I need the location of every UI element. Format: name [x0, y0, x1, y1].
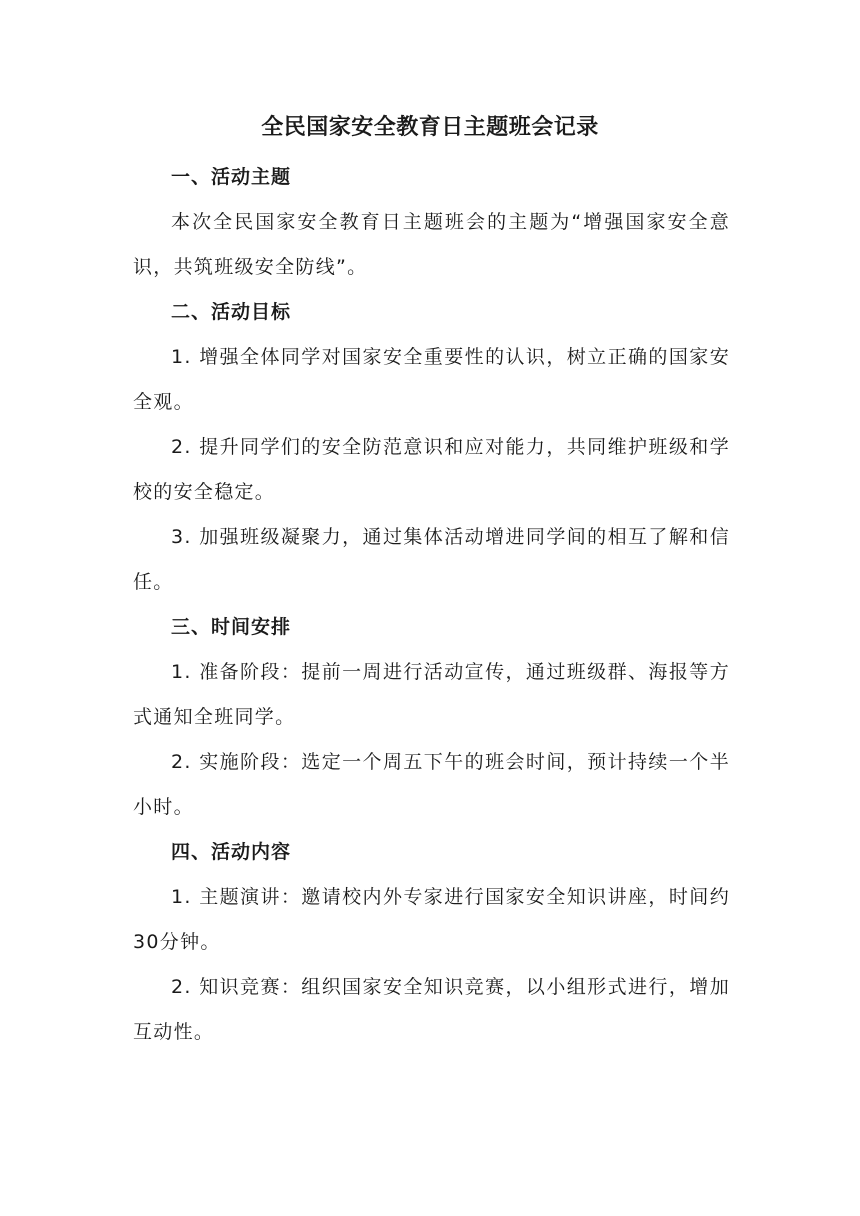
section-activity-content	[133, 830, 730, 1055]
section-heading: 一、活动主题	[171, 166, 292, 188]
section-heading: 二、活动目标	[171, 301, 292, 323]
document-body	[133, 155, 730, 1055]
paragraph: 3. 加强班级凝聚力，通过集体活动增进同学间的相互了解和信任。	[133, 526, 730, 593]
section-activity-theme	[133, 155, 730, 290]
section-heading: 三、时间安排	[171, 616, 292, 638]
paragraph: 1. 主题演讲：邀请校内外专家进行国家安全知识讲座，时间约30分钟。	[133, 886, 730, 953]
paragraph: 1. 增强全体同学对国家安全重要性的认识，树立正确的国家安全观。	[133, 346, 730, 413]
section-activity-goals	[133, 290, 730, 605]
paragraph: 2. 实施阶段：选定一个周五下午的班会时间，预计持续一个半小时。	[133, 751, 730, 818]
document-title: 全民国家安全教育日主题班会记录	[261, 115, 599, 140]
paragraph: 本次全民国家安全教育日主题班会的主题为“增强国家安全意识，共筑班级安全防线”。	[133, 211, 730, 278]
paragraph: 1. 准备阶段：提前一周进行活动宣传，通过班级群、海报等方式通知全班同学。	[133, 661, 730, 728]
paragraph: 2. 提升同学们的安全防范意识和应对能力，共同维护班级和学校的安全稳定。	[133, 436, 730, 503]
section-heading: 四、活动内容	[171, 841, 292, 863]
section-schedule	[133, 605, 730, 830]
paragraph: 2. 知识竞赛：组织国家安全知识竞赛，以小组形式进行，增加互动性。	[133, 976, 730, 1043]
